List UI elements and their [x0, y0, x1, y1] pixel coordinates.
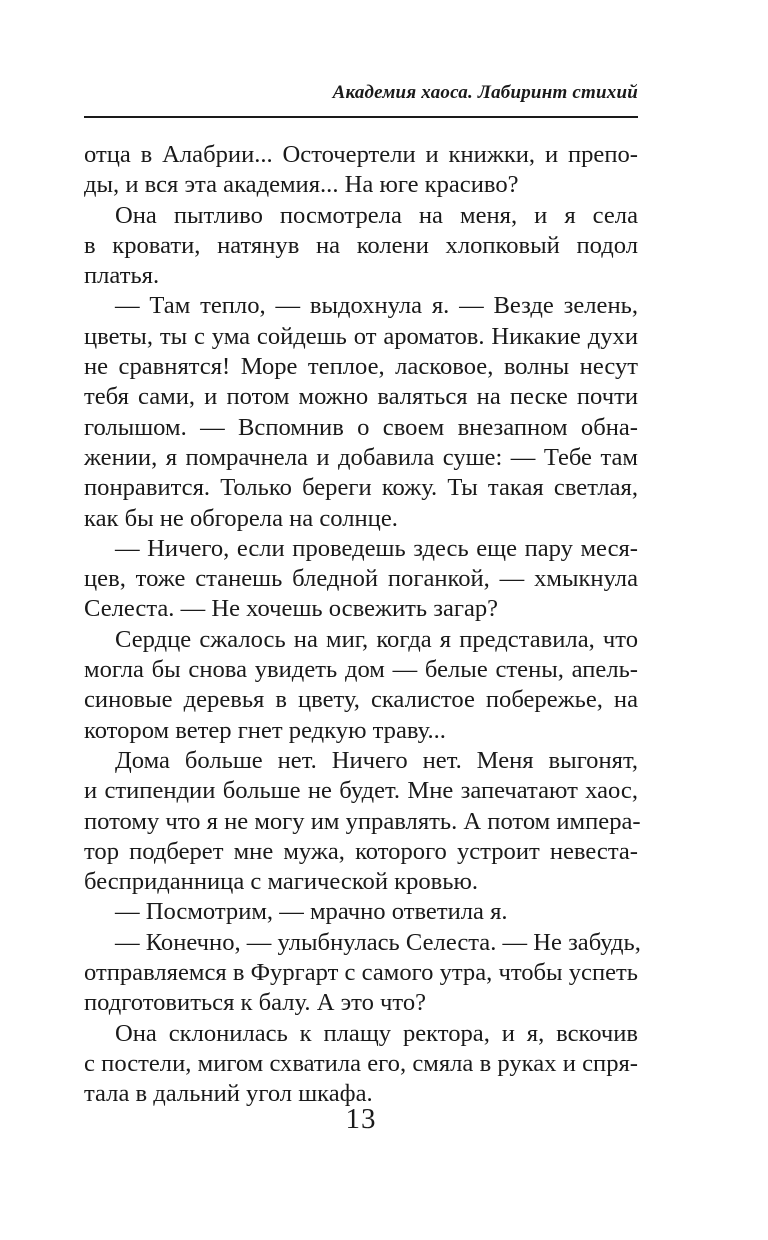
- text-line: цветы, ты с ума сойдешь от ароматов. Никакие духи: [84, 322, 638, 350]
- text-line: с постели, мигом схватила его, смяла в руках и спря-: [84, 1049, 638, 1077]
- running-head: Академия хаоса. Лабиринт стихий: [332, 82, 638, 103]
- text-line: Она пытливо посмотрела на меня, и я села: [115, 201, 638, 229]
- text-line: — Посмотрим, — мрачно ответила я.: [115, 898, 508, 926]
- text-line: голышом. — Вспомнив о своем внезапном обна-: [84, 413, 638, 441]
- text-line: Сердце сжалось на миг, когда я представила, что: [115, 625, 638, 653]
- text-line: не сравнятся! Море теплое, ласковое, волны несут: [84, 353, 638, 381]
- text-line: цев, тоже станешь бледной поганкой, — хмыкнула: [84, 565, 638, 593]
- text-line: и стипендии больше не будет. Мне запечатают хаос,: [84, 777, 638, 805]
- text-line: потому что я не могу им управлять. А потом импера-: [84, 807, 641, 835]
- text-line: Она склонилась к плащу ректора, и я, вскочив: [115, 1019, 638, 1047]
- text-line: в кровати, натянув на колени хлопковый подол: [84, 231, 638, 259]
- text-line: тор подберет мне мужа, которого устроит невеста-: [84, 837, 638, 865]
- text-line: — Конечно, — улыбнулась Селеста. — Не забудь,: [115, 928, 641, 956]
- page-number: 13: [345, 1103, 377, 1135]
- text-line: отправляемся в Фургарт с самого утра, чтобы успеть: [84, 959, 638, 987]
- text-line: тебя сами, и потом можно валяться на песке почти: [84, 383, 638, 411]
- text-line: котором ветер гнет редкую траву...: [84, 716, 446, 744]
- header-rule: [84, 116, 638, 118]
- text-line: платья.: [84, 262, 160, 290]
- text-line: как бы не обгорела на солнце.: [84, 504, 398, 532]
- text-line: ды, и вся эта академия... На юге красиво?: [84, 171, 519, 199]
- text-line: синовые деревья в цвету, скалистое побережье, на: [84, 686, 638, 714]
- text-line: тала в дальний угол шкафа.: [84, 1080, 373, 1108]
- text-line: бесприданница с магической кровью.: [84, 868, 479, 896]
- text-line: отца в Алабрии... Осточертели и книжки, и препо-: [84, 141, 638, 168]
- text-line: подготовиться к балу. А это что?: [84, 989, 427, 1017]
- text-line: — Там тепло, — выдохнула я. — Везде зелень,: [115, 292, 638, 320]
- book-page: [84, 0, 641, 1240]
- text-line: могла бы снова увидеть дом — белые стены, апель-: [84, 656, 638, 684]
- text-line: Дома больше нет. Ничего нет. Меня выгонят,: [115, 746, 638, 774]
- text-line: жении, я помрачнела и добавила суше: — Тебе там: [84, 443, 638, 471]
- text-line: — Ничего, если проведешь здесь еще пару меся-: [115, 534, 638, 562]
- text-line: понравится. Только береги кожу. Ты такая светлая,: [84, 474, 638, 502]
- body-text: [84, 140, 641, 1110]
- text-line: Селеста. — Не хочешь освежить загар?: [84, 595, 499, 623]
